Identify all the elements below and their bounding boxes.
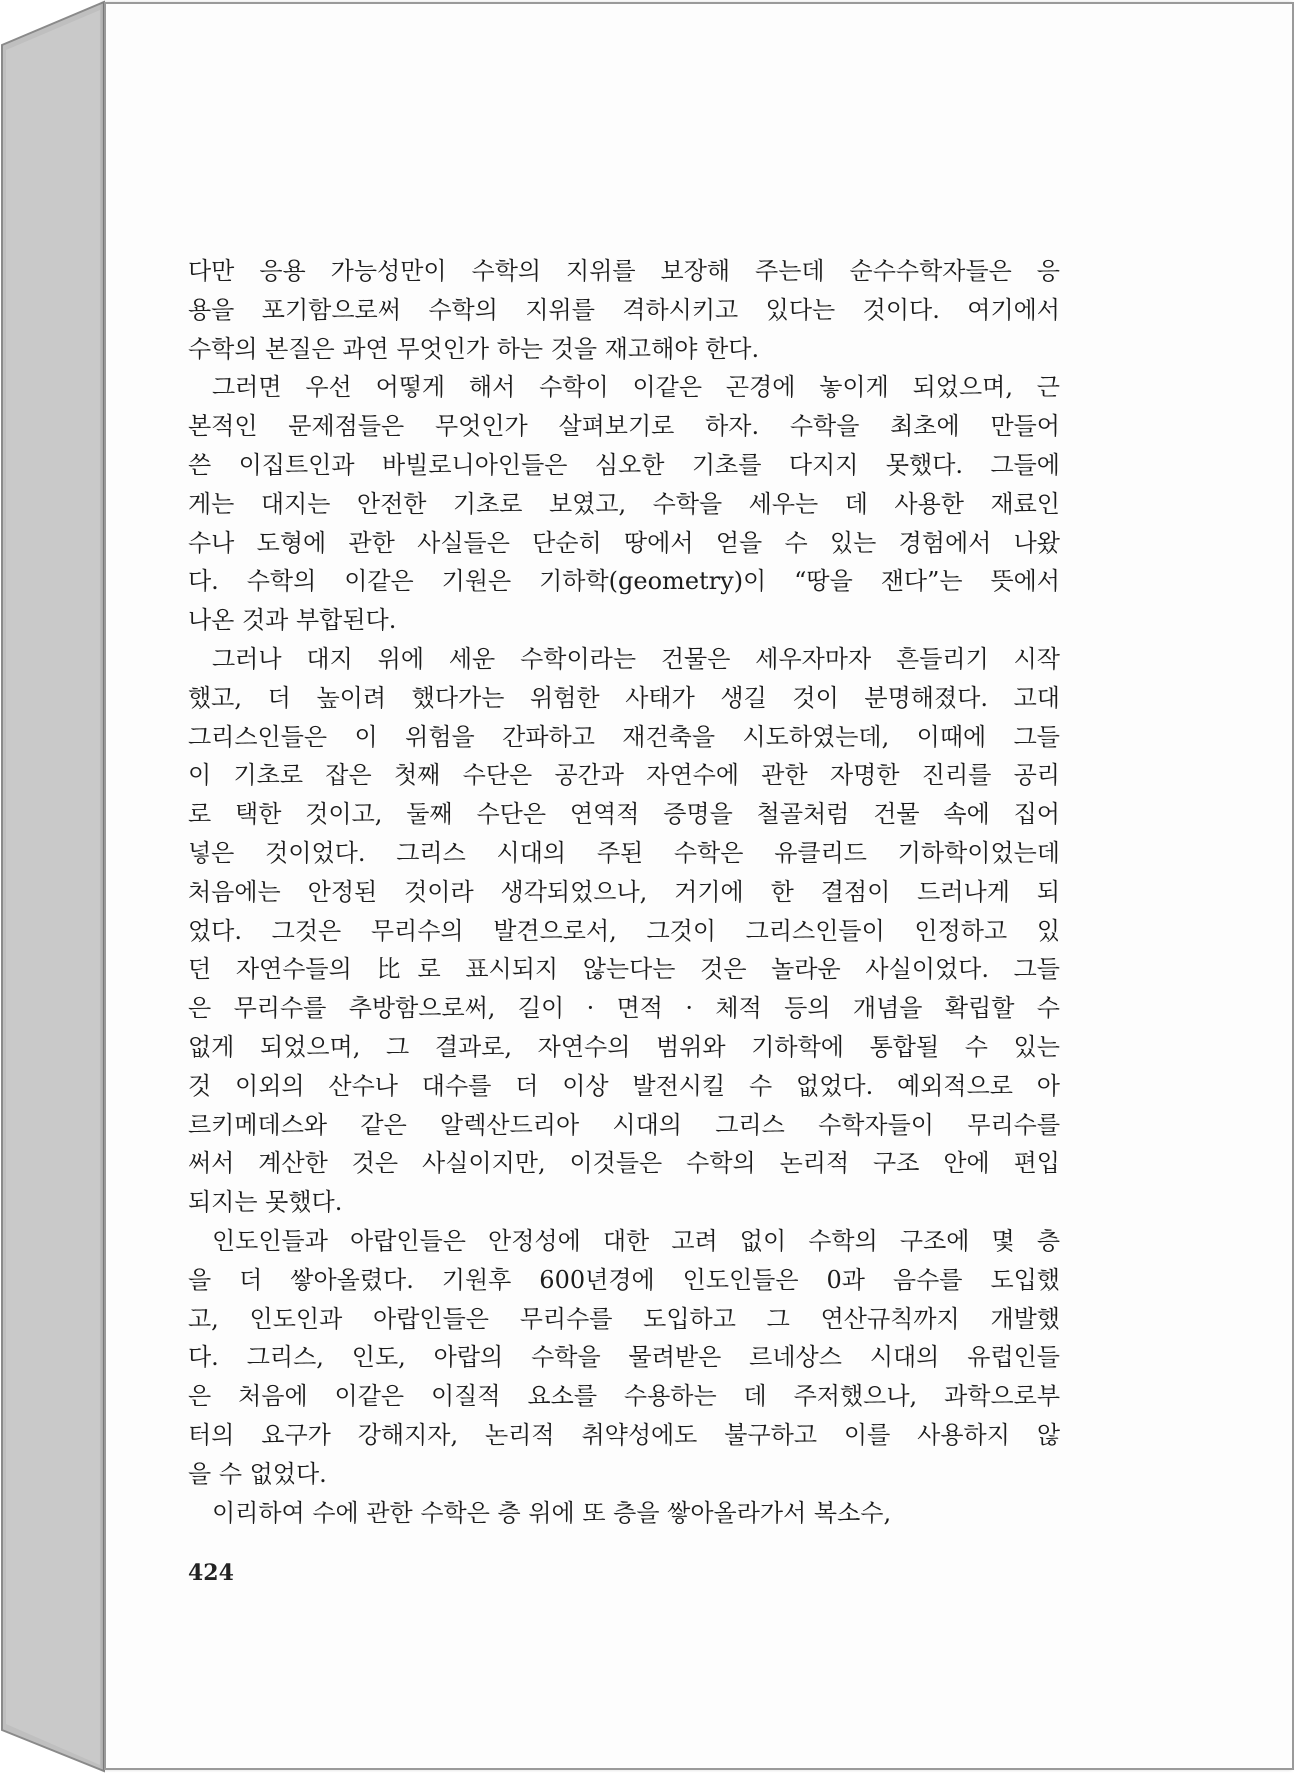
text-line: 은 처음에 이같은 이질적 요소를 수용하는 데 주저했으나, 과학으로부 bbox=[188, 1382, 1060, 1411]
text-line: 을 수 없었다. bbox=[188, 1459, 327, 1488]
text-line: 은 무리수를 추방함으로써, 길이 · 면적 · 체적 등의 개념을 확립할 수 bbox=[188, 994, 1060, 1023]
paragraph bbox=[188, 1494, 1060, 1533]
text-line: 이리하여 수에 관한 수학은 층 위에 또 층을 쌓아올라가서 복소수, bbox=[212, 1498, 892, 1527]
text-line: 다. 그리스, 인도, 아랍의 수학을 물려받은 르네상스 시대의 유럽인들 bbox=[188, 1343, 1060, 1372]
paragraph bbox=[188, 640, 1060, 1222]
text-line: 했고, 더 높이려 했다가는 위험한 사태가 생길 것이 분명해졌다. 고대 bbox=[188, 683, 1060, 712]
text-line: 던 자연수들의 比로 표시되지 않는다는 것은 놀라운 사실이었다. 그들 bbox=[188, 955, 1060, 984]
text-line: 본적인 문제점들은 무엇인가 살펴보기로 하자. 수학을 최초에 만들어 bbox=[188, 412, 1060, 441]
body-text bbox=[188, 252, 1060, 1532]
text-line: 인도인들과 아랍인들은 안정성에 대한 고려 없이 수학의 구조에 몇 층 bbox=[212, 1226, 1060, 1255]
paragraph bbox=[188, 368, 1060, 640]
text-line: 용을 포기함으로써 수학의 지위를 격하시키고 있다는 것이다. 여기에서 bbox=[188, 295, 1060, 324]
page-number: 424 bbox=[188, 1560, 234, 1586]
text-line: 그리스인들은 이 위험을 간파하고 재건축을 시도하였는데, 이때에 그들 bbox=[188, 722, 1060, 751]
text-line: 넣은 것이었다. 그리스 시대의 주된 수학은 유클리드 기하학이었는데 bbox=[188, 838, 1060, 867]
text-line: 다. 수학의 이같은 기원은 기하학(geometry)이 “땅을 잰다”는 뜻에서 bbox=[188, 567, 1060, 596]
paragraph bbox=[188, 1222, 1060, 1494]
text-line: 그러나 대지 위에 세운 수학이라는 건물은 세우자마자 흔들리기 시작 bbox=[212, 644, 1060, 673]
text-line: 터의 요구가 강해지자, 논리적 취약성에도 불구하고 이를 사용하지 않 bbox=[188, 1420, 1060, 1449]
text-line: 수나 도형에 관한 사실들은 단순히 땅에서 얻을 수 있는 경험에서 나왔 bbox=[188, 528, 1060, 557]
text-line: 쓴 이집트인과 바빌로니아인들은 심오한 기초를 다지지 못했다. 그들에 bbox=[188, 450, 1060, 479]
text-line: 수학의 본질은 과연 무엇인가 하는 것을 재고해야 한다. bbox=[188, 334, 760, 363]
text-line: 었다. 그것은 무리수의 발견으로서, 그것이 그리스인들이 인정하고 있 bbox=[188, 916, 1060, 945]
text-line: 그러면 우선 어떻게 해서 수학이 이같은 곤경에 놓이게 되었으며, 근 bbox=[212, 373, 1060, 402]
text-line: 을 더 쌓아올렸다. 기원후 600년경에 인도인들은 0과 음수를 도입했 bbox=[188, 1265, 1060, 1294]
text-line: 나온 것과 부합된다. bbox=[188, 606, 397, 635]
book-spine bbox=[0, 0, 110, 1773]
text-line: 써서 계산한 것은 사실이지만, 이것들은 수학의 논리적 구조 안에 편입 bbox=[188, 1149, 1060, 1178]
text-line: 고, 인도인과 아랍인들은 무리수를 도입하고 그 연산규칙까지 개발했 bbox=[188, 1304, 1060, 1333]
text-line: 다만 응용 가능성만이 수학의 지위를 보장해 주는데 순수수학자들은 응 bbox=[188, 257, 1060, 285]
text-line: 이 기초로 잡은 첫째 수단은 공간과 자연수에 관한 자명한 진리를 공리 bbox=[188, 761, 1060, 790]
text-line: 되지는 못했다. bbox=[188, 1188, 343, 1217]
text-line: 로 택한 것이고, 둘째 수단은 연역적 증명을 철골처럼 건물 속에 집어 bbox=[188, 800, 1060, 829]
text-line: 게는 대지는 안전한 기초로 보였고, 수학을 세우는 데 사용한 재료인 bbox=[188, 489, 1060, 518]
text-line: 것 이외의 산수나 대수를 더 이상 발전시킬 수 없었다. 예외적으로 아 bbox=[188, 1071, 1060, 1100]
paragraph bbox=[188, 252, 1060, 368]
text-line: 르키메데스와 같은 알렉산드리아 시대의 그리스 수학자들이 무리수를 bbox=[188, 1110, 1060, 1139]
text-line: 없게 되었으며, 그 결과로, 자연수의 범위와 기하학에 통합될 수 있는 bbox=[188, 1032, 1060, 1061]
text-line: 처음에는 안정된 것이라 생각되었으나, 거기에 한 결점이 드러나게 되 bbox=[188, 877, 1060, 906]
